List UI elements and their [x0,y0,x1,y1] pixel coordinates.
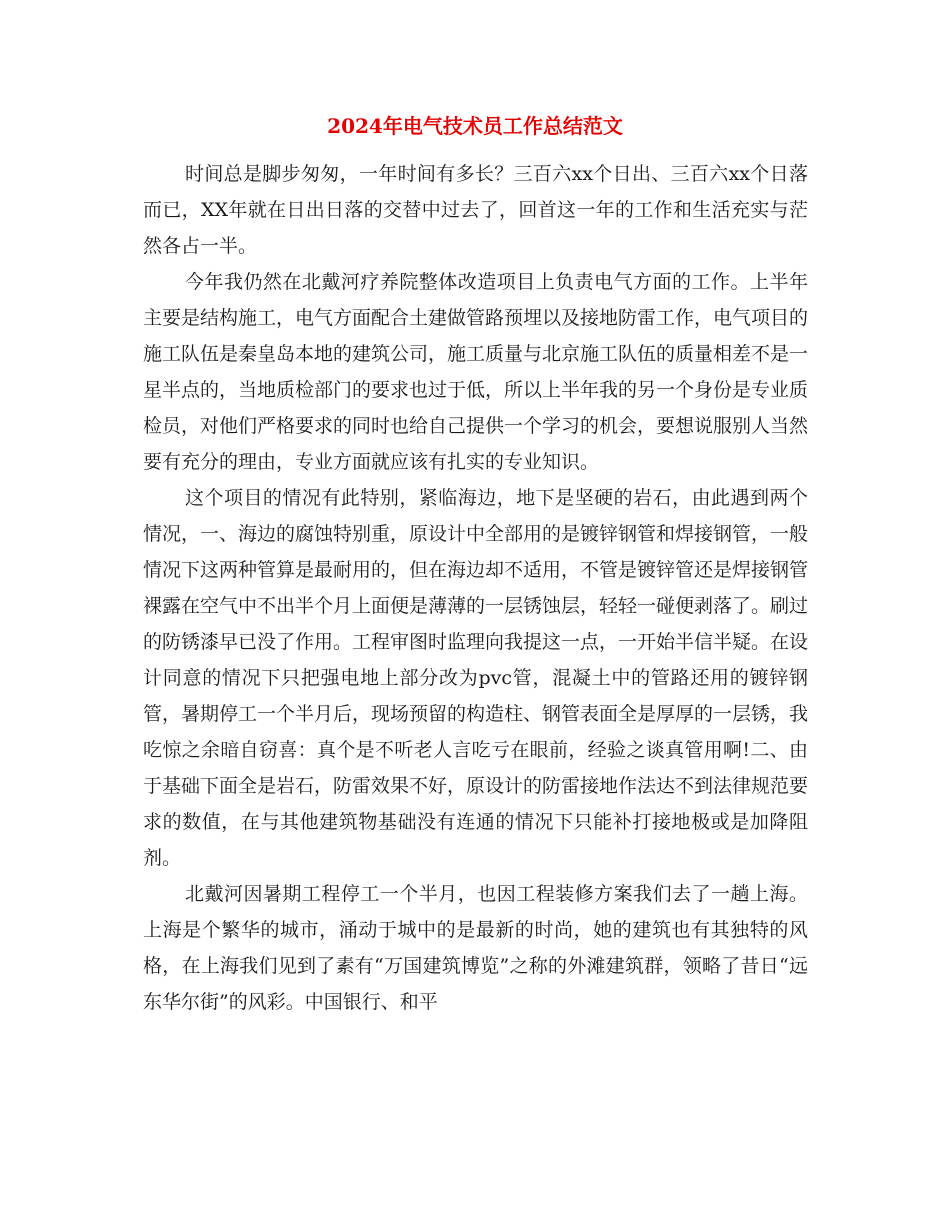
paragraph-1: 时间总是脚步匆匆，一年时间有多长？三百六xx个日出、三百六xx个日落而已，XX年就在日出日落的交替中过去了，回首这一年的工作和生活充实与茫然各占一半。 [143,163,808,257]
paragraph-2: 今年我仍然在北戴河疗养院整体改造项目上负责电气方面的工作。上半年主要是结构施工，电气方面配合土建做管路预埋以及接地防雷工作，电气项目的施工队伍是秦皇岛本地的建筑公司，施工质量与北京施工队伍的质量相差不是一星半点的，当地质检部门的要求也过于低，所以上半年我的另一个身份是专业质检员，对他们严格要求的同时也给自己提供一个学习的机会，要想说服别人当然要有充分的理由，专业方面就应该有扎实的专业知识。 [143,271,809,473]
paragraph-4: 北戴河因暑期工程停工一个半月，也因工程装修方案我们去了一趟上海。上海是个繁华的城市，涌动于城中的是最新的时尚，她的建筑也有其独特的风格，在上海我们见到了素有“万国建筑博览”之称的外滩建筑群，领略了昔日“远东华尔街”的风彩。中国银行、和平 [143,883,808,1013]
paragraph-3: 这个项目的情况有此特别，紧临海边，地下是坚硬的岩石，由此遇到两个情况，一、海边的腐蚀特别重，原设计中全部用的是镀锌钢管和焊接钢管，一般情况下这两种管算是最耐用的，但在海边却不适用，不管是镀锌管还是焊接钢管裸露在空气中不出半个月上面便是薄薄的一层锈蚀层，轻轻一碰便剥落了。刷过的防锈漆早已没了作用。工程审图时监理向我提这一点，一开始半信半疑。在设计同意的情况下只把强电地上部分改为pvc管，混凝土中的管路还用的镀锌钢管，暑期停工一个半月后，现场预留的构造柱、钢管表面全是厚厚的一层锈，我吃惊之余暗自窃喜：真个是不听老人言吃亏在眼前，经验之谈真管用啊!二、由于基础下面全是岩石，防雷效果不好，原设计的防雷接地作法达不到法律规范要求的数值，在与其他建筑物基础没有连通的情况下只能补打接地极或是加降阻剂。 [143,487,809,869]
document-title: 2024年电气技术员工作总结范文 [327,114,623,138]
document-body [143,156,808,1020]
